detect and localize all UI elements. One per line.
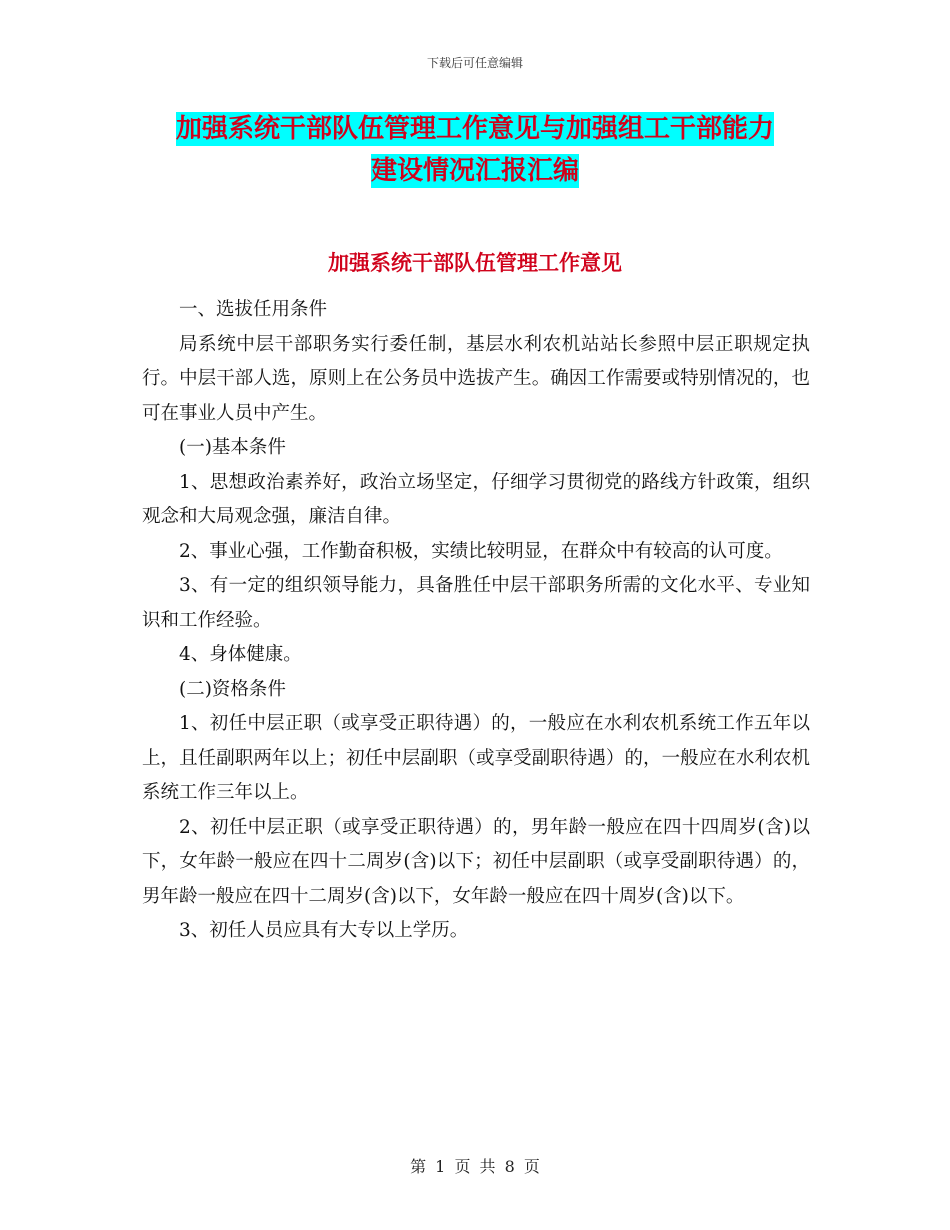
- list-item: 1、思想政治素养好，政治立场坚定，仔细学习贯彻党的路线方针政策，组织观念和大局观念强，廉洁自律。: [142, 471, 810, 527]
- list-item: 2、事业心强，工作勤奋积极，实绩比较明显，在群众中有较高的认可度。: [179, 540, 783, 562]
- header-note: 下载后可任意编辑: [426, 56, 523, 70]
- page-footer: 第 1 页 共 8 页: [410, 1157, 540, 1176]
- document-title: [140, 108, 810, 192]
- document-title-line-2: 建设情况汇报汇编: [370, 156, 579, 186]
- list-item: 4、身体健康。: [179, 644, 302, 665]
- paragraph: 局系统中层干部职务实行委任制，基层水利农机站站长参照中层正职规定执行。中层干部人选，原则上在公务员中选拔产生。确因工作需要或特别情况的，也可在事业人员中产生。: [142, 333, 810, 424]
- heading-selection-conditions: 一、选拔任用条件: [179, 299, 328, 320]
- list-item: 3、初任人员应具有大专以上学历。: [179, 920, 469, 941]
- document-title-line-1: 加强系统干部队伍管理工作意见与加强组工干部能力: [175, 114, 774, 144]
- subheading-basic-conditions: (一)基本条件: [179, 437, 286, 458]
- document-body: [142, 293, 810, 949]
- subheading-qualification-conditions: (二)资格条件: [179, 678, 286, 700]
- list-item: 3、有一定的组织领导能力，具备胜任中层干部职务所需的文化水平、专业知识和工作经验。: [142, 575, 810, 631]
- list-item: 2、初任中层正职（或享受正职待遇）的，男年龄一般应在四十四周岁(含)以下，女年龄一般应在四十二周岁(含)以下；初任中层副职（或享受副职待遇）的，男年龄一般应在四十二周岁(含)以下，女年龄一般应在四十周岁(含)以下。: [142, 816, 810, 907]
- list-item: 1、初任中层正职（或享受正职待遇）的，一般应在水利农机系统工作五年以上，且任副职两年以上；初任中层副职（或享受副职待遇）的，一般应在水利农机系统工作三年以上。: [142, 713, 810, 803]
- section-title: 加强系统干部队伍管理工作意见: [328, 251, 622, 275]
